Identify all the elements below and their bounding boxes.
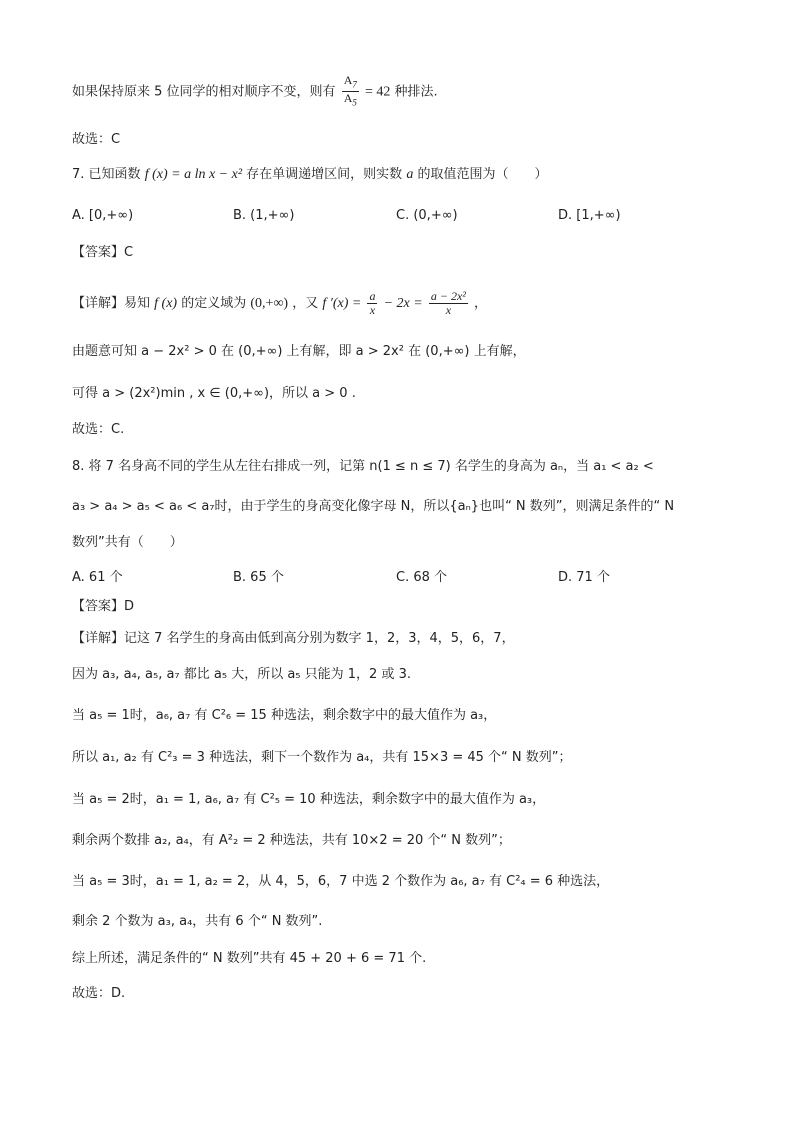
- q7-option-c: C. (0,+∞): [396, 208, 458, 223]
- q7-answer: 【答案】C: [72, 245, 134, 260]
- question-7-stem: [72, 166, 547, 184]
- question-8-stem-2: a₃ > a₄ > a₅ < a₆ < a₇时，由于学生的身高变化像字母 N，所以{aₙ}也叫“ N 数列”，则满足条件的“ N: [72, 499, 675, 514]
- frac-den-sub: 5: [352, 97, 357, 108]
- q8-option-b: B. 65 个: [233, 570, 284, 585]
- q8-option-a: A. 61 个: [72, 570, 123, 585]
- frac-num-sub: 7: [352, 79, 357, 90]
- derivative: f ′(x) =: [322, 296, 362, 311]
- text: ，: [474, 296, 488, 311]
- frac1-den: x: [369, 303, 376, 317]
- variable: a: [406, 167, 414, 182]
- question-8-stem-3: 数列”共有（ ）: [72, 535, 183, 550]
- q7-option-a: A. [0,+∞): [72, 208, 134, 223]
- domain: (0,+∞): [250, 296, 289, 311]
- frac-num: A: [343, 73, 353, 87]
- q8-explanation-8: 剩余 2 个数为 a₃, a₄，共有 6 个“ N 数列”.: [72, 914, 323, 929]
- func: f (x): [154, 296, 178, 311]
- text: ，又: [292, 296, 319, 311]
- frac2-den: x: [445, 303, 452, 317]
- q8-explanation-4: 所以 a₁, a₂ 有 C²₃ = 3 种选法，剩下一个数作为 a₄，共有 15×3 = 45 个“ N 数列”；: [72, 750, 572, 765]
- q8-explanation-2: 因为 a₃, a₄, a₅, a₇ 都比 a₅ 大，所以 a₅ 只能为 1，2 或 3.: [72, 667, 411, 682]
- text: 【详解】易知: [72, 296, 151, 311]
- question-8-stem-1: 8. 将 7 名身高不同的学生从左往右排成一列，记第 n(1 ≤ n ≤ 7) 名学生的身高为 aₙ，当 a₁ < a₂ <: [72, 459, 654, 474]
- q8-explanation-5: 当 a₅ = 2时，a₁ = 1, a₆, a₇ 有 C²₅ = 10 种选法，剩余数字中的最大值作为 a₃，: [72, 792, 546, 807]
- fraction-1: [367, 290, 377, 317]
- text: 如果保持原来 5 位同学的相对顺序不变，则有: [72, 84, 336, 100]
- text: 的定义域为: [181, 296, 247, 311]
- q7-explanation-line-3: 可得 a > (2x²)min , x ∈ (0,+∞)，所以 a > 0 .: [72, 386, 356, 401]
- q8-explanation-6: 剩余两个数排 a₂, a₄，有 A²₂ = 2 种选法，共有 10×2 = 20 个“ N 数列”；: [72, 833, 511, 848]
- q8-option-d: D. 71 个: [558, 570, 610, 585]
- q8-explanation-9: 综上所述，满足条件的“ N 数列”共有 45 + 20 + 6 = 71 个.: [72, 951, 427, 966]
- q7-explanation-line-2: 由题意可知 a − 2x² > 0 在 (0,+∞) 上有解，即 a > 2x² 在 (0,+∞) 上有解，: [72, 344, 526, 359]
- equation: = 42: [365, 84, 391, 100]
- frac2-num: a − 2x²: [430, 289, 466, 303]
- fraction-2: [429, 290, 468, 317]
- text: 存在单调递增区间，则实数: [246, 167, 403, 182]
- text: 7. 已知函数: [72, 167, 141, 182]
- frac-den: A: [343, 91, 353, 106]
- q8-explanation-1: 【详解】记这 7 名学生的身高由低到高分别为数字 1，2，3，4，5，6，7，: [72, 631, 515, 646]
- q8-explanation-7: 当 a₅ = 3时，a₁ = 1, a₂ = 2，从 4，5，6，7 中选 2 个数作为 a₆, a₇ 有 C²₄ = 6 种选法，: [72, 874, 610, 889]
- frac1-num: a: [369, 289, 376, 303]
- q8-select: 故选：D.: [72, 986, 126, 1001]
- permutation-result-line: [72, 74, 438, 110]
- fraction: [342, 74, 359, 110]
- q7-select: 故选：C.: [72, 422, 125, 437]
- q8-answer: 【答案】D: [72, 599, 135, 614]
- function-expr: f (x) = a ln x − x²: [144, 167, 243, 182]
- q7-option-b: B. (1,+∞): [233, 208, 295, 223]
- middle: − 2x =: [383, 296, 423, 311]
- select-answer-prev: 故选：C: [72, 132, 121, 147]
- q8-option-c: C. 68 个: [396, 570, 448, 585]
- text: 种排法.: [394, 84, 438, 100]
- q7-explanation-line-1: [72, 290, 487, 317]
- q8-explanation-3: 当 a₅ = 1时，a₆, a₇ 有 C²₆ = 15 种选法，剩余数字中的最大值作为 a₃，: [72, 708, 497, 723]
- q7-option-d: D. [1,+∞): [558, 208, 621, 223]
- text: 的取值范围为（ ）: [417, 167, 548, 182]
